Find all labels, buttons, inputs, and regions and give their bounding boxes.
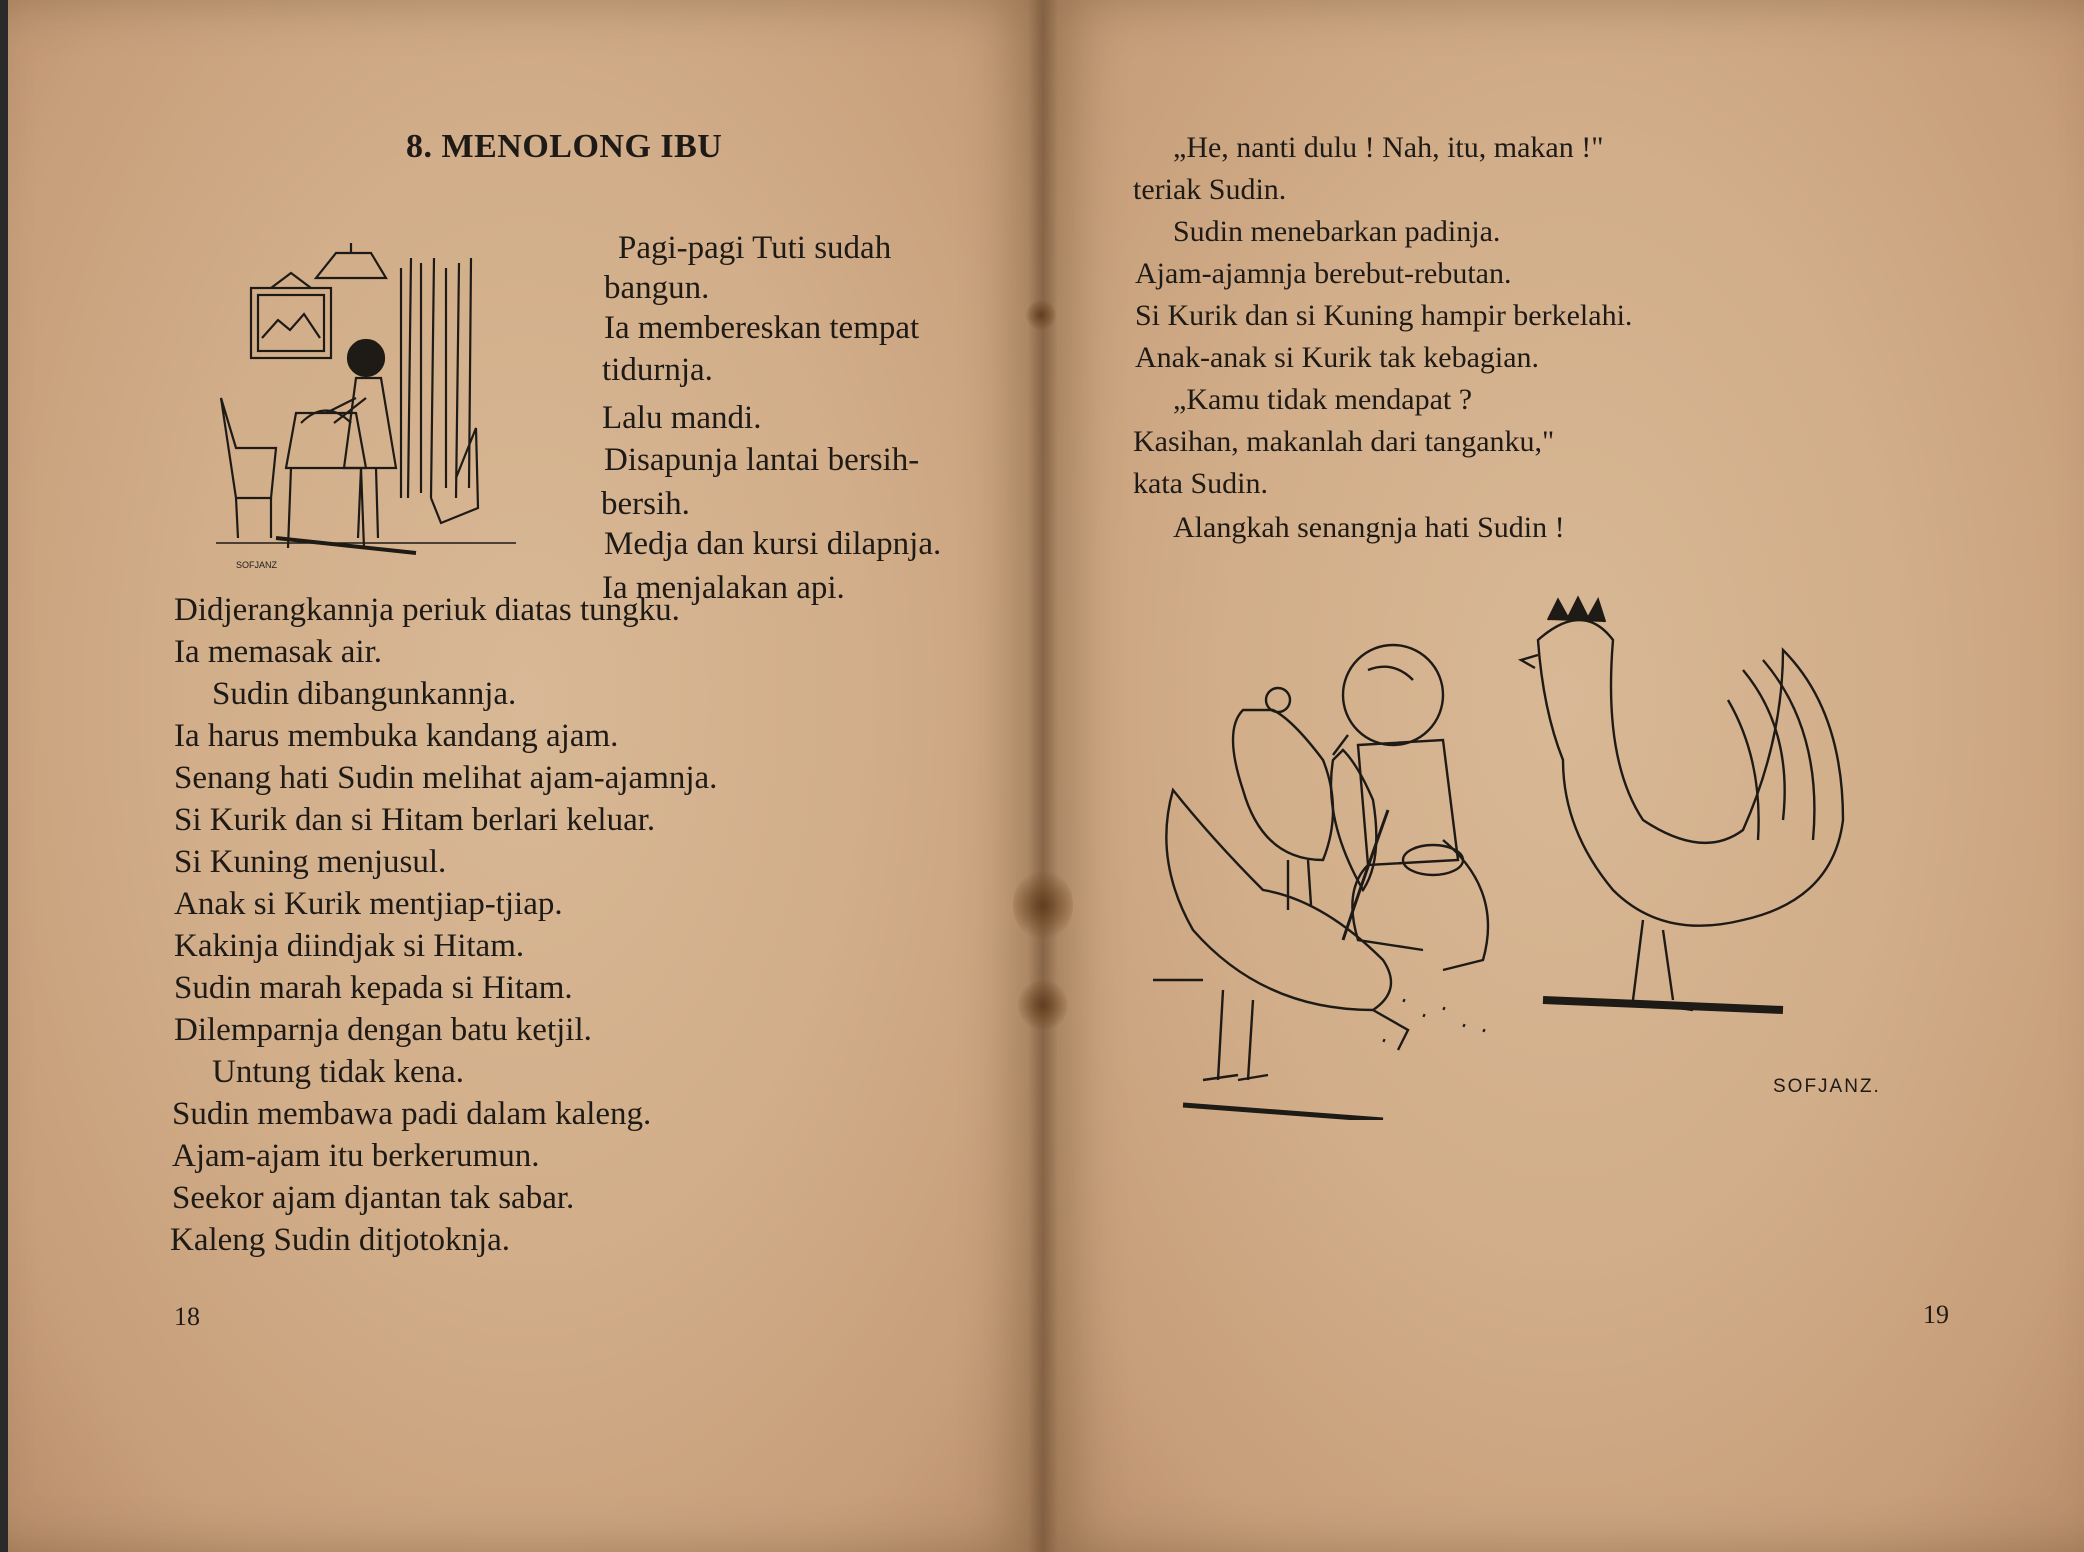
text-line: Ajam-ajamnja berebut-rebutan. [1135,257,1512,290]
text-line: tidurnja. [602,352,713,388]
text-line: Kaleng Sudin ditjotoknja. [170,1222,511,1258]
text-line: Disapunja lantai bersih- [604,442,920,478]
staple-stain-icon [1013,870,1073,940]
book-gutter [1028,0,1058,1552]
text-line: bangun. [604,270,710,306]
text-line: Lalu mandi. [602,400,762,436]
text-line: Pagi-pagi Tuti sudah [618,230,892,266]
book-spread [8,0,2084,1552]
text-line: Untung tidak kena. [212,1054,465,1090]
text-line: „He, nanti dulu ! Nah, itu, makan !" [1173,131,1604,164]
chapter-title: 8. MENOLONG IBU [406,128,723,165]
girl-cleaning-illustration [216,238,576,583]
girl-head [348,340,384,376]
text-line: Ia membereskan tempat [604,310,920,346]
left-page [8,0,1043,1552]
left-illustration-signature: SOFJANZ [236,560,278,570]
picture-frame-icon [251,288,331,358]
text-line: Ajam-ajam itu berkerumun. [172,1138,540,1174]
text-line: Sudin menebarkan padinja. [1173,215,1501,248]
text-line: Ia menjalakan api. [602,570,845,606]
text-line: Si Kuning menjusul. [174,844,447,880]
text-line: Kasihan, makanlah dari tanganku," [1133,425,1555,458]
text-line: teriak Sudin. [1133,173,1287,206]
text-line: bersih. [601,486,690,522]
text-line: Senang hati Sudin melihat ajam-ajamnja. [174,760,718,796]
text-line: Alangkah senangnja hati Sudin ! [1173,511,1565,544]
page-number-left: 18 [174,1302,200,1331]
rooster [1538,620,1843,926]
text-line: Didjerangkannja periuk diatas tungku. [174,592,680,628]
lamp-icon [316,253,386,278]
boy-head [1343,645,1443,745]
text-line: Medja dan kursi dilapnja. [604,526,942,562]
text-line: Anak si Kurik mentjiap-tjiap. [174,886,563,922]
text-line: Si Kurik dan si Hitam berlari keluar. [174,802,656,838]
text-line: Sudin marah kepada si Hitam. [174,970,573,1006]
right-illustration-signature: SOFJANZ. [1773,1076,1881,1097]
text-line: Dilemparnja dengan batu ketjil. [174,1012,592,1048]
text-line: Sudin dibangunkannja. [212,676,517,712]
text-line: Anak-anak si Kurik tak kebagian. [1135,341,1540,374]
text-line: Sudin membawa padi dalam kaleng. [172,1096,652,1132]
right-page [1043,0,2084,1552]
staple-stain-icon [1026,300,1056,330]
page-number-right: 19 [1923,1300,1949,1329]
text-line: Kakinja diindjak si Hitam. [174,928,525,964]
text-line: Ia memasak air. [174,634,382,670]
text-line: Si Kurik dan si Kuning hampir berkelahi. [1135,299,1633,332]
boy-feeding-chickens-illustration [1143,560,1913,1120]
text-line: „Kamu tidak mendapat ? [1173,383,1473,416]
staple-stain-icon [1018,980,1068,1030]
hen-back-left [1233,710,1333,860]
text-line: Ia harus membuka kandang ajam. [174,718,619,754]
text-line: kata Sudin. [1133,467,1268,500]
text-line: Seekor ajam djantan tak sabar. [172,1180,575,1216]
